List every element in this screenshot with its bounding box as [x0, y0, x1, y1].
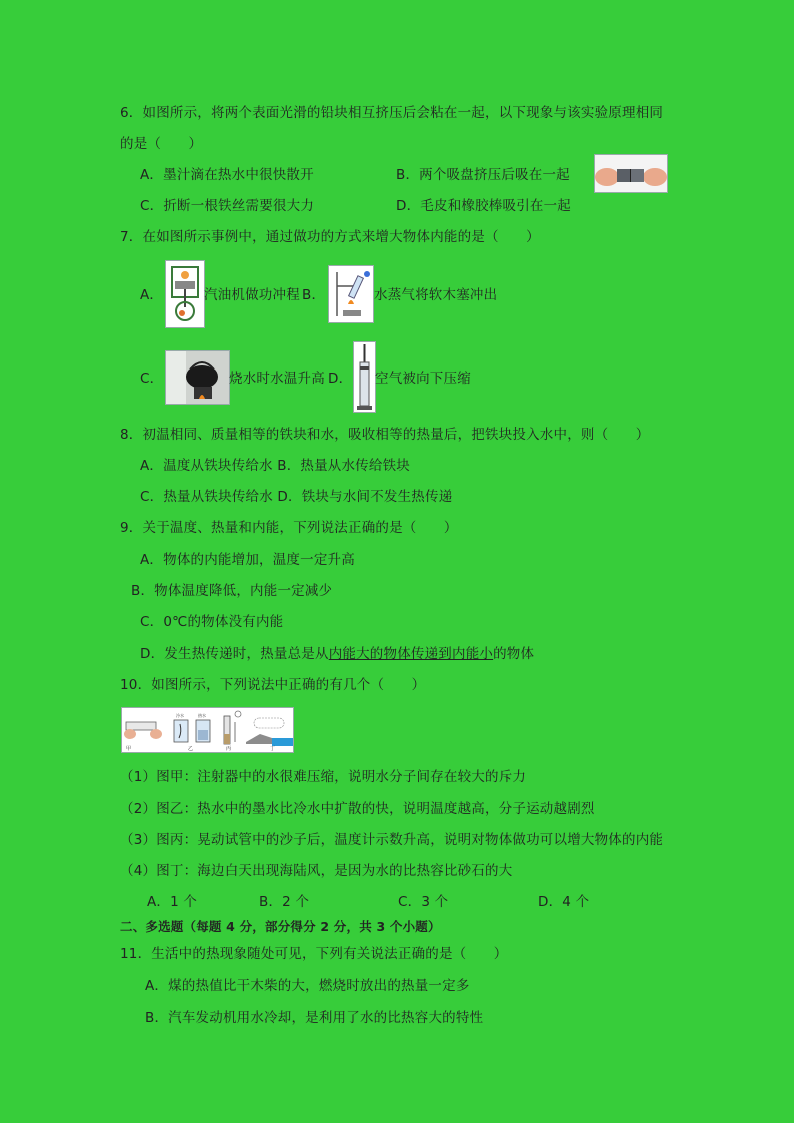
- q6-stem-line1: 6．如图所示，将两个表面光滑的铅块相互挤压后会粘在一起，以下现象与该实验原理相同: [120, 105, 664, 121]
- q6-stem-line2: 的是（ ）: [120, 136, 203, 152]
- q9-option-d-post: 的物体: [493, 646, 535, 662]
- fig-label-bing: 丙: [226, 746, 232, 752]
- section-2-title: 二、多选题（每题 4 分，部分得分 2 分，共 3 个小题）: [120, 919, 441, 934]
- q10-option-c: C．3 个: [398, 894, 449, 910]
- q9-option-c: C．0℃的物体没有内能: [140, 614, 284, 630]
- q9-option-d-pre: D．发生热传递时，热量总是从: [140, 646, 329, 662]
- fig-label-jia: 甲: [126, 746, 132, 752]
- q6-option-d: D．毛皮和橡胶棒吸引在一起: [396, 198, 571, 214]
- q9-option-b: B．物体温度降低，内能一定减少: [131, 583, 333, 599]
- q7-d-text: 空气被向下压缩: [375, 371, 471, 387]
- q8-options-cd: C．热量从铁块传给水 D．铁块与水间不发生热传递: [140, 489, 453, 505]
- q10-stem: 10．如图所示，下列说法中正确的有几个（ ）: [120, 677, 426, 693]
- q7-b-text: 水蒸气将软木塞冲出: [374, 287, 498, 303]
- q10-statement-4: （4）图丁：海边白天出现海陆风，是因为水的比热容比砂石的大: [120, 863, 513, 879]
- q8-stem: 8．初温相同、质量相等的铁块和水，吸收相等的热量后，把铁块投入水中，则（ ）: [120, 427, 650, 443]
- steam-cork-image: [328, 265, 374, 323]
- q7-stem: 7．在如图所示事例中，通过做功的方式来增大物体内能的是（ ）: [120, 229, 540, 245]
- kettle-boiling-image: [165, 350, 230, 405]
- q6-option-c: C．折断一根铁丝需要很大力: [140, 198, 315, 214]
- q7-d-label: D．: [328, 371, 353, 387]
- q11-stem: 11．生活中的热现象随处可见，下列有关说法正确的是（ ）: [120, 946, 508, 962]
- q11-option-b: B．汽车发动机用水冷却，是利用了水的比热容大的特性: [145, 1010, 484, 1026]
- q6-option-b: B．两个吸盘挤压后吸在一起: [396, 167, 570, 183]
- q8-options-ab: A．温度从铁块传给水 B．热量从水传给铁块: [140, 458, 410, 474]
- q10-statement-3: （3）图丙：晃动试管中的沙子后，温度计示数升高，说明对物体做功可以增大物体的内能: [120, 832, 664, 848]
- q10-option-d: D．4 个: [538, 894, 590, 910]
- q7-c-label: C．: [140, 371, 164, 387]
- q7-a-text: 汽油机做功冲程: [204, 287, 300, 303]
- q10-four-figures-image: [121, 707, 294, 753]
- q10-statement-2: （2）图乙：热水中的墨水比冷水中扩散的快，说明温度越高，分子运动越剧烈: [120, 801, 595, 817]
- q9-stem: 9．关于温度、热量和内能，下列说法正确的是（ ）: [120, 520, 458, 536]
- q10-option-b: B．2 个: [259, 894, 310, 910]
- q6-option-a: A．墨汁滴在热水中很快散开: [140, 167, 314, 183]
- q11-option-a: A．煤的热值比干木柴的大，燃烧时放出的热量一定多: [145, 978, 470, 994]
- q9-option-d-underlined: 内能大的物体传递到内能小: [328, 646, 494, 662]
- fig-label-yi: 乙: [188, 746, 194, 752]
- q10-option-a: A．1 个: [147, 894, 198, 910]
- q9-option-a: A．物体的内能增加，温度一定升高: [140, 552, 355, 568]
- air-compression-tube-image: [353, 341, 376, 413]
- fig-label-ding: 丁: [270, 746, 276, 752]
- q10-statement-1: （1）图甲：注射器中的水很难压缩，说明水分子间存在较大的斥力: [120, 769, 527, 785]
- fig-top-hot-water: 热水: [198, 713, 206, 718]
- engine-power-stroke-image: [165, 260, 205, 328]
- q7-a-label: A．: [140, 287, 164, 303]
- q7-b-label: B．: [302, 287, 326, 303]
- lead-blocks-hands-image: [594, 154, 668, 193]
- fig-top-cold-water: 冷水: [176, 713, 184, 718]
- q7-c-text: 烧水时水温升高: [229, 371, 325, 387]
- q9-option-d: [140, 645, 534, 663]
